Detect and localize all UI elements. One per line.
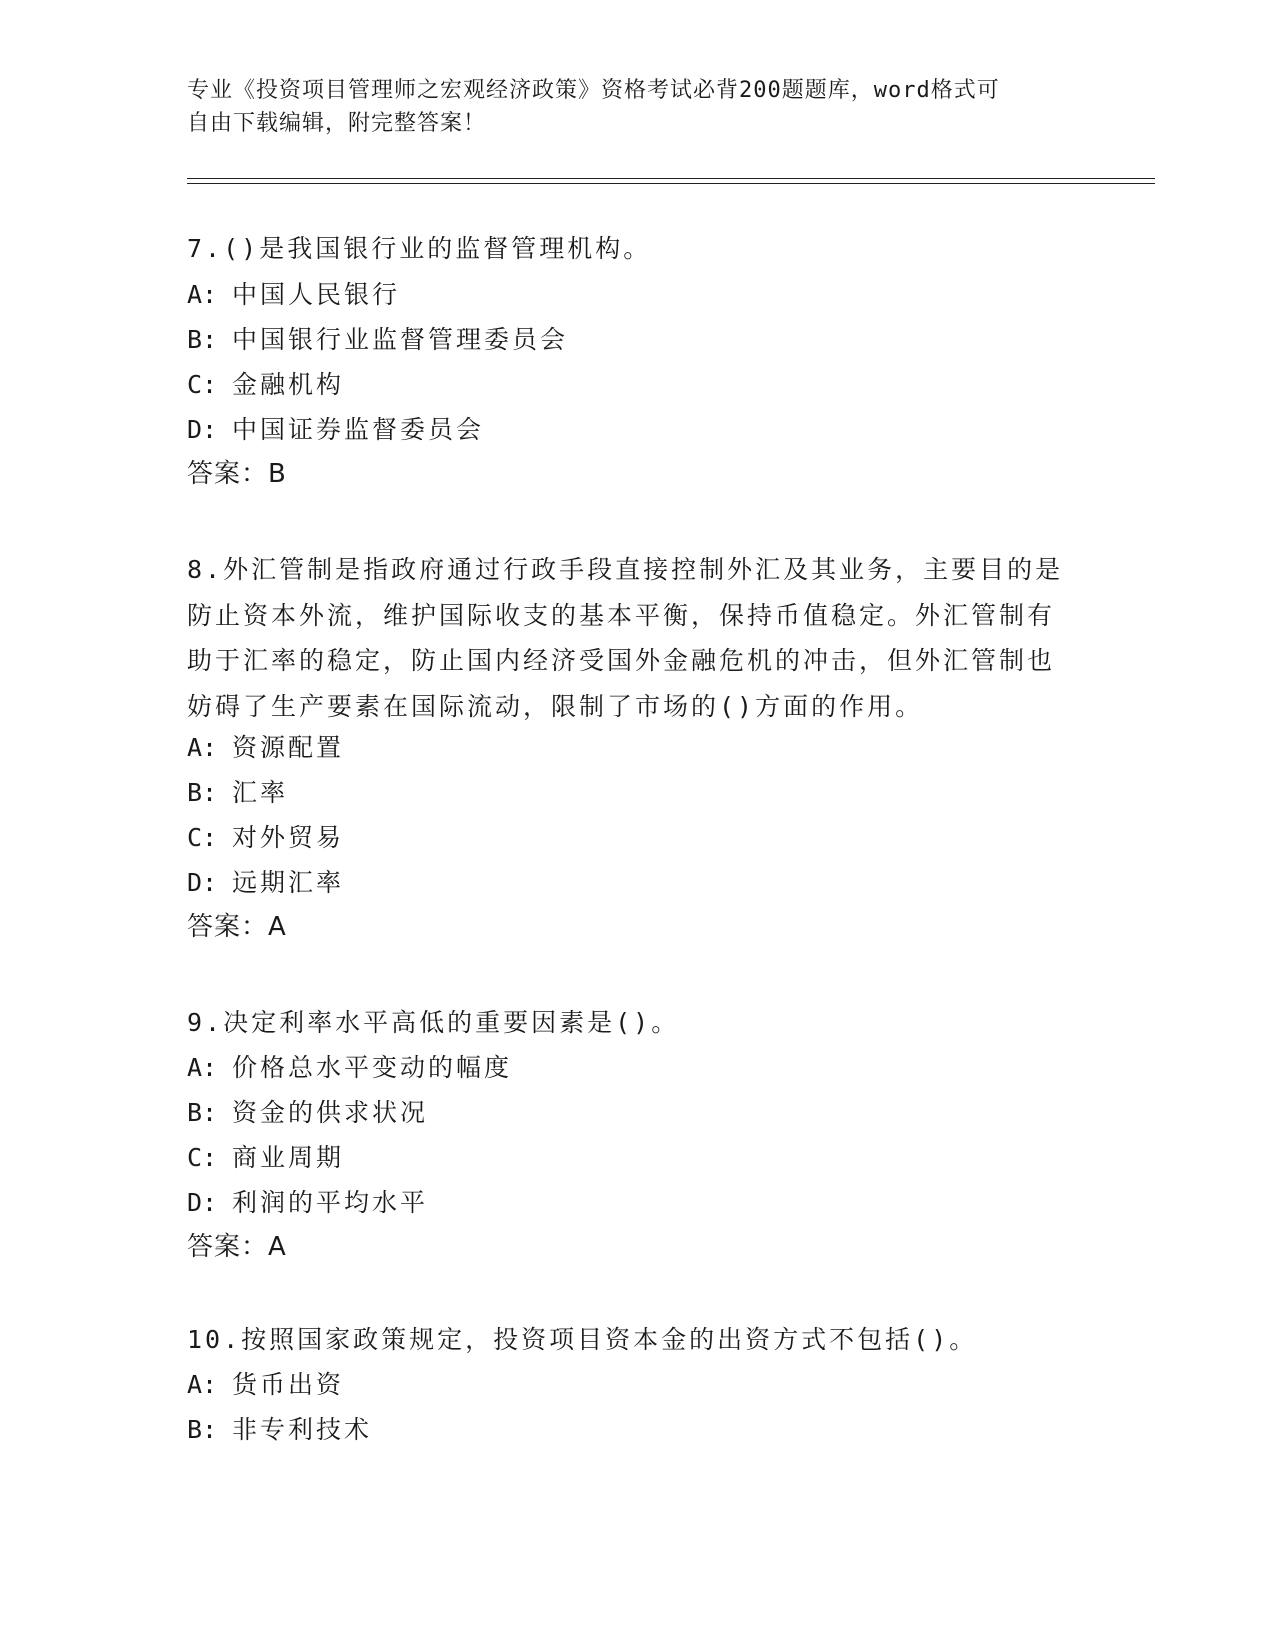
question-9-answer: 答案：A [187,1232,287,1262]
question-10-option-a: A: 货币出资 [187,1370,345,1399]
question-10-stem: 10.按照国家政策规定，投资项目资本金的出资方式不包括()。 [187,1325,978,1354]
question-8-answer: 答案：A [187,912,287,942]
question-9-option-c: C: 商业周期 [187,1143,345,1172]
question-7-stem: 7.()是我国银行业的监督管理机构。 [187,234,652,263]
header-rule-top [187,178,1155,179]
header-rule-bottom [187,183,1155,184]
question-7-option-b: B: 中国银行业监督管理委员会 [187,325,569,354]
question-8-option-c: C: 对外贸易 [187,823,345,852]
question-8-stem: 8.外汇管制是指政府通过行政手段直接控制外汇及其业务，主要目的是防止资本外流，维护国际收支的基本平衡，保持币值稳定。外汇管制有助于汇率的稳定，防止国内经济受国外金融危机的冲击，但外汇管制也妨碍了生产要素在国际流动，限制了市场的()方面的作用。 [187,555,1064,721]
question-7-option-c: C: 金融机构 [187,370,345,399]
document-header [187,74,1067,140]
question-9-option-d: D: 利润的平均水平 [187,1188,429,1217]
question-8-option-d: D: 远期汇率 [187,868,345,897]
header-line-2: 自由下载编辑，附完整答案！ [187,111,487,136]
question-7-answer: 答案：B [187,459,287,489]
question-9-stem: 9.决定利率水平高低的重要因素是()。 [187,1008,680,1037]
question-8-option-a: A: 资源配置 [187,733,345,762]
question-7-option-a: A: 中国人民银行 [187,280,401,309]
question-8-option-b: B: 汇率 [187,778,289,807]
question-9-option-b: B: 资金的供求状况 [187,1098,429,1127]
question-7-option-d: D: 中国证券监督委员会 [187,415,485,444]
header-line-1: 专业《投资项目管理师之宏观经济政策》资格考试必背200题题库，word格式可 [187,78,1000,103]
question-9-option-a: A: 价格总水平变动的幅度 [187,1053,513,1082]
question-10-option-b: B: 非专利技术 [187,1415,373,1444]
